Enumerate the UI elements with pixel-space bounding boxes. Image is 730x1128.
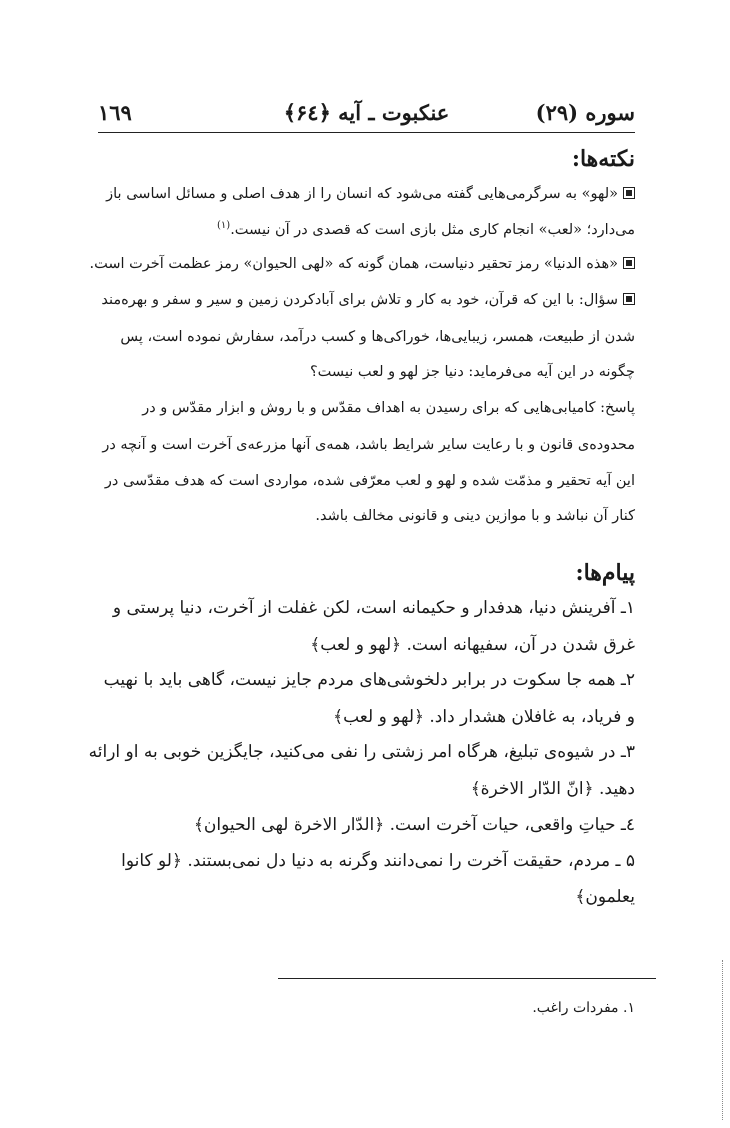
bullet-square-icon	[623, 257, 635, 269]
running-header	[98, 98, 635, 133]
note-line-6: چگونه در این آیه می‌فرماید: دنیا جز لهو و لعب نیست؟	[309, 364, 635, 380]
footnote: ۱. مفردات راغب.	[532, 1000, 635, 1016]
note-line-9: این آیه تحقیر و مذمّت شده و لهو و لعب معرّفی شده، مواردی است که هدف مقدّسی در	[104, 473, 635, 489]
bullet-square-icon	[623, 293, 635, 305]
footnote-marker: (۱)	[217, 220, 231, 231]
message-line-6: دهید. ﴿انّ الدّار الاخرة﴾	[470, 779, 635, 799]
message-line-8: ۵ ـ مردم، حقیقت آخرت را نمی‌دانند وگرنه به دنیا دل نمی‌بستند. ﴿لو کانوا	[121, 851, 635, 871]
message-line-2: غرق شدن در آن، سفیهانه است. ﴿لهو و لعب﴾	[310, 635, 635, 655]
note-line-10: کنار آن نباشد و با موازین دینی و قانونی مخالف باشد.	[315, 508, 635, 524]
note-line-5: شدن از طبیعت، همسر، زیبایی‌ها، خوراکی‌ها و کسب درآمد، سفارش نموده است، پس	[120, 329, 635, 345]
message-line-9: یعلمون﴾	[575, 887, 635, 907]
note-line-8: محدوده‌ی قانون و با رعایت سایر شرایط باشد، همه‌ی آنها مزرعه‌ی آخرت است و آنچه در	[102, 437, 635, 453]
note-line-2: می‌دارد؛ «لعب» انجام کاری مثل بازی است که قصدی در آن نیست.$^{(۱)}$	[217, 220, 635, 238]
note-line-4: سؤال: با این که قرآن، خود به کار و تلاش برای آبادکردن زمین و سیر و سفر و بهره‌مند	[101, 292, 635, 308]
page-number: ۱٦۹	[98, 100, 132, 125]
surah-label: سوره (۲۹)	[535, 100, 635, 125]
messages-title: پیام‌ها:	[575, 560, 635, 586]
message-line-7: ٤ـ حیاتِ واقعی، حیات آخرت است. ﴿الدّار الاخرة لهی الحیوان﴾	[193, 815, 635, 835]
bullet-square-icon	[623, 187, 635, 199]
note-line-3: «هذه الدنیا» رمز تحقیر دنیاست، همان گونه که «لهی الحیوان» رمز عظمت آخرت است.	[90, 256, 636, 272]
message-line-4: و فریاد، به غافلان هشدار داد. ﴿لهو و لعب﴾	[333, 707, 635, 727]
message-line-1: ۱ـ آفرینش دنیا، هدفدار و حکیمانه است، لکن غفلت از آخرت، دنیا پرستی و	[112, 598, 635, 618]
ayah-reference: عنکبوت ـ آیه ﴿۶٤﴾	[283, 100, 450, 125]
margin-scan-marks	[722, 960, 725, 1120]
footnote-divider	[278, 978, 656, 979]
note-line-7: پاسخ: کامیابی‌هایی که برای رسیدن به اهداف مقدّس و با روش و ابزار مقدّس و در	[142, 400, 635, 416]
note-line-1: «لهو» به سرگرمی‌هایی گفته می‌شود که انسان را از هدف اصلی و مسائل اساسی باز	[106, 186, 635, 202]
notes-title: نکته‌ها:	[571, 146, 635, 172]
message-line-5: ۳ـ در شیوه‌ی تبلیغ، هرگاه امر زشتی را نفی می‌کنید، جایگزین خوبی به او ارائه	[88, 742, 635, 762]
message-line-3: ۲ـ همه جا سکوت در برابر دلخوشی‌های مردم جایز نیست، گاهی باید با نهیب	[103, 670, 635, 690]
